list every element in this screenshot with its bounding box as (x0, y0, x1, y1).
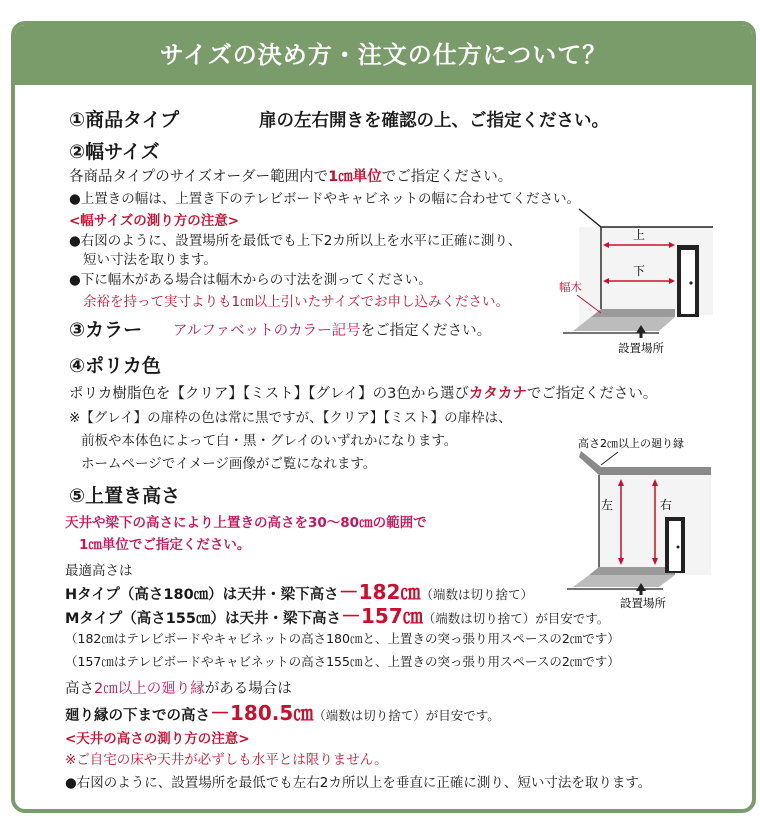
s5-h-type: Hタイプ（高さ180㎝）は天井・梁下高さ－182㎝（端数は切り捨て） (65, 580, 533, 604)
place-label: 設置場所 (620, 596, 666, 610)
ceiling-line (579, 209, 713, 227)
s5-note1: ※ご自宅の床や天井が必ずしも水平とは限りません。 (65, 752, 388, 768)
s2-heading: ②幅サイズ (69, 141, 160, 163)
door-knob-icon (689, 281, 692, 284)
s3-heading: ③カラー (69, 319, 143, 341)
s5-intro2: 1㎝単位でご指定ください。 (79, 537, 251, 553)
s5-under: 廻り縁の下までの高さ－180.5㎝（端数は切り捨て）が目安です。 (65, 701, 500, 725)
width-diagram (541, 205, 721, 355)
s5-note2: ●右図のように、設置場所を最低でも左右2カ所以上を垂直に正確に測り、短い寸法を取ります。 (65, 775, 652, 791)
floor-slab (573, 575, 675, 587)
s4-note3: ホームページでイメージ画像がご覧になれます。 (81, 456, 377, 472)
s2-note-title: <幅サイズの測り方の注意> (69, 213, 240, 229)
caption-leader (601, 452, 618, 465)
door-panel (669, 521, 681, 571)
s4-heading: ④ポリカ色 (69, 355, 161, 377)
top-label: 上 (632, 228, 646, 242)
s5-exp2: （157㎝はテレビボードやキャビネットの高さ155㎝と、上置きの突っ張り用スペースの2㎝です） (65, 654, 620, 669)
height-diagram (563, 435, 723, 610)
s2-bullet1: ●上置きの幅は、上置き下のテレビボードやキャビネットの幅に合わせてください。 (69, 191, 581, 207)
s2-line1: 各商品タイプのサイズオーダー範囲内で1㎝単位でご指定ください。 (69, 169, 513, 185)
s4-note1: ※【グレイ】の扉枠の色は常に黒ですが、【クリア】【ミスト】の扉枠は、 (69, 410, 512, 426)
s5-m-type: Mタイプ（高さ155㎝）は天井・梁下高さ－157㎝（端数は切り捨て）が目安です。 (65, 604, 610, 628)
arrow-stem (640, 590, 643, 595)
info-card (11, 21, 756, 813)
left-label: 左 (601, 498, 614, 512)
s2-note1: ●右図のように、設置場所を最低でも上下2カ所以上を水平に正確に測り、 (69, 233, 522, 249)
s4-line1: ポリカ樹脂色を【クリア】【ミスト】【グレイ】の3色から選びカタカナでご指定ください。 (69, 386, 658, 402)
right-label: 右 (660, 498, 673, 512)
place-label: 設置場所 (618, 341, 664, 355)
s5-molding: 高さ2㎝以上の廻り縁がある場合は (65, 681, 292, 697)
header-title: サイズの決め方・注文の仕方について？ (15, 25, 752, 85)
molding-caption: 高さ2㎝以上の廻り縁 (578, 437, 684, 450)
crown-molding (579, 451, 711, 475)
s2-note2: ●下に幅木がある場合は幅木からの寸法を測ってください。 (69, 272, 432, 288)
s3-text: アルファベットのカラー記号をご指定ください。 (173, 323, 492, 339)
s1-text: 扉の左右開きを確認の上、ご指定ください。 (259, 111, 609, 131)
s2-note1b: 短い寸法を取ります。 (83, 252, 217, 268)
s5-exp1: （182㎝はテレビボードやキャビネットの高さ180㎝と、上置きの突っ張り用スペースの2㎝です） (65, 631, 620, 646)
s5-note-title: <天井の高さの測り方の注意> (65, 731, 250, 747)
s5-intro1: 天井や梁下の高さにより上置きの高さを30～80㎝の範囲で (65, 515, 427, 531)
bottom-label: 下 (632, 264, 646, 278)
s5-optimal: 最適高さは (65, 563, 133, 579)
s5-heading: ⑤上置き高さ (69, 485, 181, 507)
floor-edge (589, 567, 675, 575)
door-knob-icon (677, 546, 680, 549)
arrow-stem (640, 332, 643, 338)
s4-note2: 前板や本体色によって白・黒・グレイのいずれかになります。 (81, 433, 458, 449)
s2-note3: 余裕を持って実寸よりも1㎝以上引いたサイズでお申し込みください。 (83, 294, 510, 310)
door-panel (681, 250, 695, 314)
s1-heading: ①商品タイプ (69, 109, 180, 131)
baseboard (591, 309, 675, 317)
baseboard-label: 幅木 (559, 280, 582, 294)
